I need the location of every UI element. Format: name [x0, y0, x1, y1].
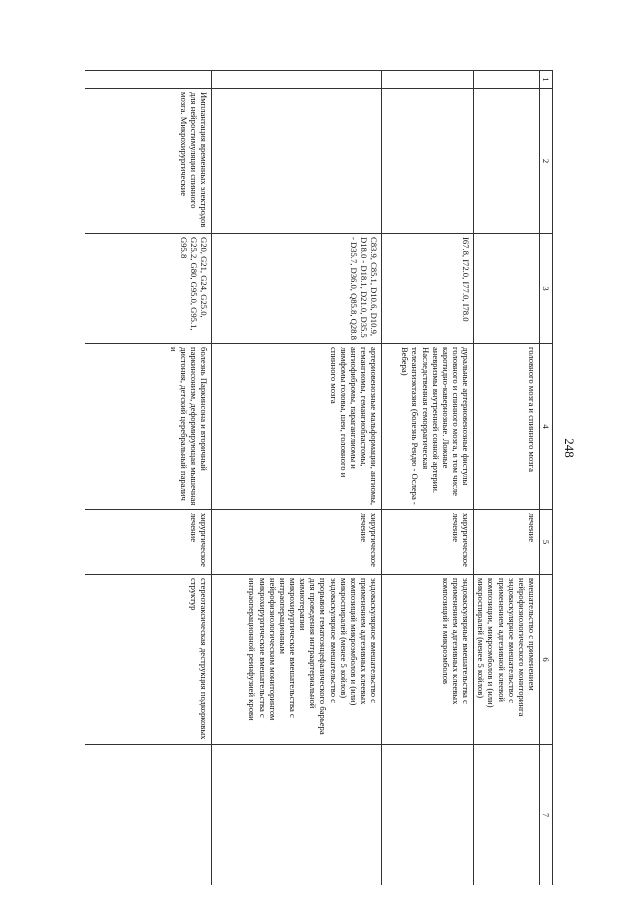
- cell-text: хирургическое лечение: [451, 513, 472, 567]
- table-row: [474, 71, 540, 886]
- cell-text: Имплантация временных электродов для нейростимуляции спинного мозга. Микрохирургические: [178, 92, 210, 228]
- cell: [474, 71, 540, 89]
- cell: [85, 89, 212, 234]
- cell: [474, 234, 540, 344]
- cell: [212, 234, 382, 344]
- cell: [382, 745, 474, 886]
- cell: [85, 234, 212, 344]
- cell: [474, 510, 540, 575]
- cell: [85, 745, 212, 886]
- cell-text: болезнь Паркинсона и вторичный паркинсонизм, деформирующая мышечная дистония, детский церебральный паралич и: [168, 347, 210, 506]
- cell-text: эндоваскулярные вмешательства с применением адгезивных клеевых композиций и микроэмболов: [440, 578, 472, 705]
- table-row: [85, 71, 212, 886]
- column-header-2: 2: [540, 89, 553, 234]
- table-container: [85, 70, 553, 885]
- cell: [212, 89, 382, 234]
- page-number: 248: [562, 438, 577, 458]
- cell: [382, 344, 474, 510]
- cell-text: головного мозга и спинного мозга: [527, 347, 537, 472]
- cell: [382, 89, 474, 234]
- cell: [382, 575, 474, 745]
- cell: [382, 510, 474, 575]
- table-row: [212, 71, 382, 886]
- cell: [85, 575, 212, 745]
- cell-text: I67.8, I72.0, I77.0, I78.0: [461, 237, 472, 322]
- cell: [85, 510, 212, 575]
- column-header-1: 1: [540, 71, 553, 89]
- cell: [474, 89, 540, 234]
- cell: [212, 745, 382, 886]
- cell: [474, 344, 540, 510]
- cell-text: G20, G21, G24, G25.0, G25.2, G80, G95.0, G95.1, G95.8: [178, 237, 210, 331]
- cell: [474, 745, 540, 886]
- cell-text: эндоваскулярное вмешательство с применением адгезивных клеевых композиций микроэмболов и (или) микроспиралей (менее 5 койлов) эндоваскулярное вмешательство с прорывом гематоэнцефалического барьера для проведения интраартериальной химиотерапии микрохирургические вмешательства с интраоперационным нейрофизиологическим мониторингом микрохирургические вмешательства с интраоперационной реинфузией крови: [247, 578, 380, 735]
- cell: [85, 344, 212, 510]
- cell-text: лечение: [527, 513, 537, 543]
- header-row: [540, 71, 553, 886]
- cell: [382, 71, 474, 89]
- cell-text: вмешательство с применением нейрофизиологического мониторинга эндоваскулярное вмешательство с применением адгезивной клеевой композиции, микроэмболов и (или) микроспиралей (менее 5 койлов): [476, 578, 537, 717]
- cell-text: дуральные артериовенозные фистулы головного и спинного мозга, в том числе каротидно-кавернозные. Ложные аневризмы внутренней сонной артерии. Наследственная геморрагическая телеангиэктазия (болезнь Рендю - Ослера - Вебера): [400, 347, 472, 505]
- cell: [212, 575, 382, 745]
- column-header-5: 5: [540, 510, 553, 575]
- cell-text: артериовенозные мальформации, ангиомы, гемангиомы, гемангиобластомы, ангиофибромы, параганглиомы и лимфомы головы, шеи, головного и спинного мозга: [328, 347, 380, 506]
- cell: [212, 71, 382, 89]
- cell-text: хирургическое лечение: [189, 513, 210, 567]
- cell: [382, 234, 474, 344]
- medical-care-table: [85, 70, 553, 885]
- cell-text: стереотаксическая деструкция подкорковых структур: [189, 578, 210, 740]
- cell: [85, 71, 212, 89]
- column-header-3: 3: [540, 234, 553, 344]
- cell: [474, 575, 540, 745]
- cell: [212, 510, 382, 575]
- table-row: [382, 71, 474, 886]
- column-header-6: 6: [540, 575, 553, 745]
- column-header-7: 7: [540, 745, 553, 886]
- cell-text: хирургическое лечение: [359, 513, 380, 567]
- column-header-4: 4: [540, 344, 553, 510]
- cell: [212, 344, 382, 510]
- cell-text: C83.9, C85.1, D10.6, D10.9, D18.0 - D18.1, D21.0, D35.5 - D35.7, D36.0, Q85.8, Q28.8: [348, 237, 380, 340]
- rotated-table: [85, 70, 553, 885]
